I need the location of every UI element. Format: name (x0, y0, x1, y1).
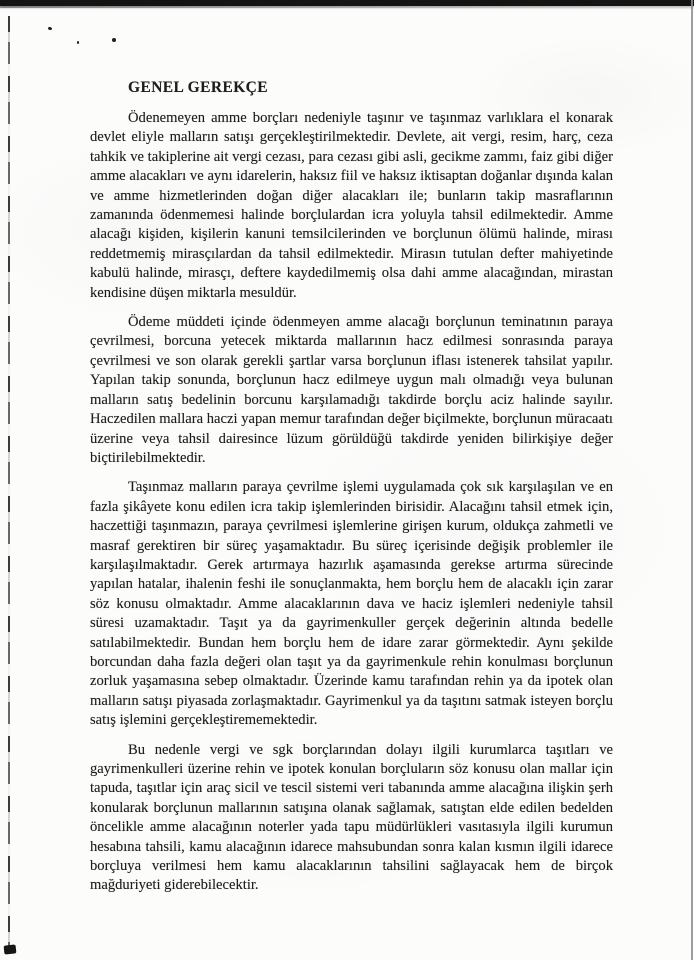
document-body (90, 79, 613, 896)
scan-speck (77, 41, 79, 44)
scan-mark-bottom-left (4, 944, 17, 954)
scan-edge-right-line (691, 0, 693, 960)
page-title: GENEL GEREKÇE (128, 79, 268, 96)
paragraph-4: Bu nedenle vergi ve sgk borçlarından dolayı ilgili kurumlarca taşıtları ve gayrimenkulleri üzerine rehin ve ipotek konulan borçluların söz konusu olan mallar için tapuda, taşıtlar için araç sicil ve tescil sistemi veri tabanında amme alacağına ilişkin şerh konularak borçlunun mallarının satışına olanak sağlamak, satıştan elde edilen bedelden öncelikle amme alacağının noterler yada tapu müdürlükleri vasıtasıyla ilgili kurumun hesabına tahsili, kamu alacağının idarece mahsubundan sonra kalan kısmın ilgili idarece borçluya verilmesi hem kamu alacaklarının tahsilini sağlayacak hem de birçok mağduriyeti giderebilecektir. (90, 741, 613, 894)
scan-edge-left-line (8, 16, 10, 952)
paragraph-3: Taşınmaz malların paraya çevrilme işlemi uygulamada çok sık karşılaşılan ve en fazla şikâyete konu edilen icra takip işlemlerinden birisidir. Alacağını tahsil etmek için, haczettiği taşınmazın, paraya çevrilmesi işlemlerine girişen kurum, oldukça zahmetli ve masraf gerektiren bir süreç yaşamaktadır. Bu süreç içerisinde değişik problemler ile karşılaşılmaktadır. Gerek artırmaya hazırlık aşamasında gerekse artırma sürecinde yapılan hatalar, ihalenin feshi ile sonuçlanmakta, hem borçlu hem de alacaklı için zarar söz konusu olmaktadır. Amme alacaklarının dava ve haciz işlemleri nedeniyle tahsil süresi uzamaktadır. Taşıt ya da gayrimenkuller gerçek değerinin altında bedelle satılabilmektedir. Bundan hem borçlu hem de idare zarar görmektedir. Aynı şekilde borcundan daha fazla değeri olan taşıt ya da gayrimenkule rehin konulması borçlunun zorluk yaşamasına sebep olmaktadır. Üzerinde kamu tarafından rehin ya da ipotek olan malların satışı piyasada zorlaşmaktadır. Gayrimenkul ya da taşıtını satmak isteyen borçlu satış işlemini gerçekleştirememektedir. (90, 479, 613, 729)
paragraph-1: Ödenemeyen amme borçları nedeniyle taşınır ve taşınmaz varlıklara el konarak devlet eliyle malların satışı gerçekleştirilmektedir. Devlete, ait vergi, resim, harç, ceza tahkik ve takiplerine ait vergi cezası, para cezası gibi asli, gecikme zammı, faiz gibi diğer amme alacakları ve aynı idarelerin, haksız fiil ve haksız iktisaptan doğanlar dışında kalan ve amme hizmetlerinden doğan diğer alacakları ile; bunların takip masraflarının zamanında ödenmemesi halinde borçlulardan icra yoluyla tahsil edilmektedir. Amme alacağı kişiden, kişilerin kanuni temsilcilerinden ve borçlunun ölümü halinde, mirası reddetmemiş mirasçılardan da tahsil edilmektedir. Mirasın tutulan defter mahiyetinde kabulü halinde, mirasçı, deftere kaydedilmemiş olsa dahi amme alacağından, mirastan kendisine düşen miktarla mesuldür. (90, 110, 613, 301)
scan-edge-top-bar (0, 0, 694, 6)
scan-speck (48, 26, 53, 30)
paragraph-2: Ödeme müddeti içinde ödenmeyen amme alacağı borçlunun teminatının paraya çevrilmesi, borcuna yetecek miktarda mallarının hacz edilmesi sonrasında paraya çevrilmesi ve son olarak gerekli şartlar varsa borçlunun iflası istenerek tahsilat yapılır. Yapılan takip sonunda, borçlunun hacz edilmeye uygun malı olmadığı veya bulunan malların satış bedelinin borcunu karşılamadığı takdirde borçlu aciz halinde sayılır. Haczedilen mallara haczi yapan memur tarafından değer biçilmekte, borçlunun müracaatı üzerine veya tahsil dairesince lüzum görüldüğü takdirde yeniden bilirkişiye değer biçtirilebilmektedir. (90, 314, 613, 466)
scan-speck (112, 38, 116, 42)
